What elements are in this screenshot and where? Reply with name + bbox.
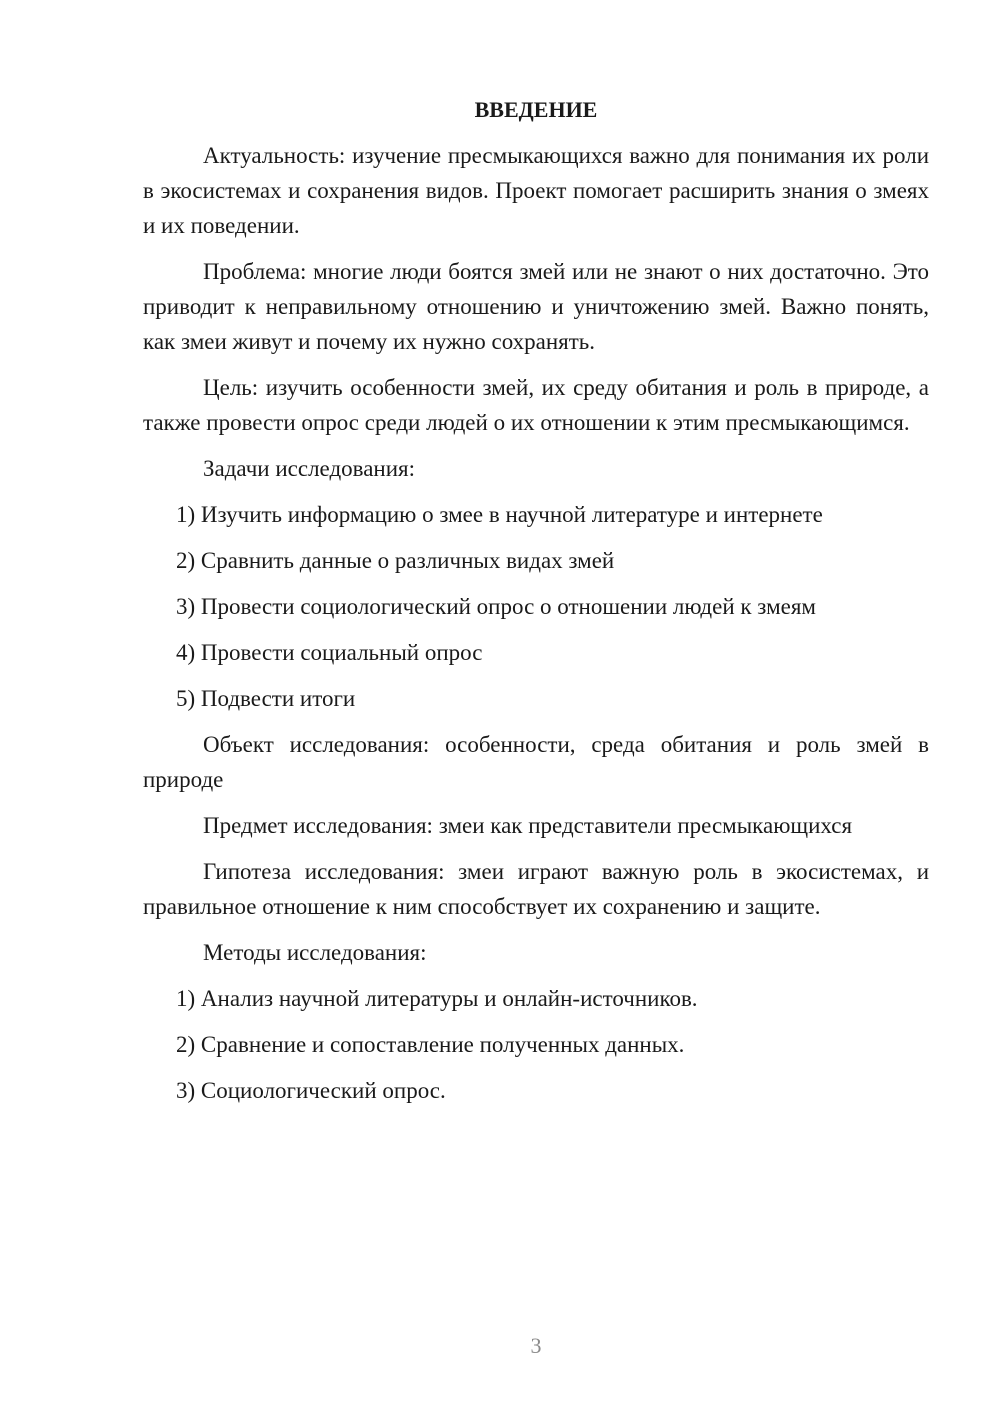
method-item: 2) Сравнение и сопоставление полученных данных. bbox=[176, 1032, 685, 1057]
methods-list bbox=[143, 981, 929, 1108]
task-item: 3) Провести социологический опрос о отношении людей к змеям bbox=[176, 594, 816, 619]
task-item: 4) Провести социальный опрос bbox=[176, 640, 483, 665]
tasks-heading: Задачи исследования: bbox=[203, 456, 416, 481]
method-item: 1) Анализ научной литературы и онлайн-источников. bbox=[176, 986, 698, 1011]
task-item: 1) Изучить информацию о змее в научной литературе и интернете bbox=[176, 502, 823, 527]
page-number: 3 bbox=[530, 1333, 542, 1358]
goal-paragraph: Цель: изучить особенности змей, их среду обитания и роль в природе, а также провести опрос среди людей о их отношении к этим пресмыкающимся. bbox=[143, 375, 929, 435]
object-paragraph: Объект исследования: особенности, среда обитания и роль змей в природе bbox=[143, 732, 929, 792]
problem-paragraph: Проблема: многие люди боятся змей или не знают о них достаточно. Это приводит к неправильному отношению и уничтожению змей. Важно понять, как змеи живут и почему их нужно сохранять. bbox=[143, 259, 929, 354]
task-item: 5) Подвести итоги bbox=[176, 686, 356, 711]
task-item: 2) Сравнить данные о различных видах змей bbox=[176, 548, 615, 573]
method-item: 3) Социологический опрос. bbox=[176, 1078, 446, 1103]
section-title: ВВЕДЕНИЕ bbox=[474, 97, 598, 122]
methods-heading: Методы исследования: bbox=[203, 940, 427, 965]
page-content bbox=[143, 93, 929, 1119]
hypothesis-paragraph: Гипотеза исследования: змеи играют важную роль в экосистемах, и правильное отношение к ним способствует их сохранению и защите. bbox=[143, 859, 929, 919]
relevance-paragraph: Актуальность: изучение пресмыкающихся важно для понимания их роли в экосистемах и сохранения видов. Проект помогает расширить знания о змеях и их поведении. bbox=[143, 143, 929, 238]
subject-paragraph: Предмет исследования: змеи как представители пресмыкающихся bbox=[203, 813, 853, 838]
tasks-list bbox=[143, 497, 929, 716]
